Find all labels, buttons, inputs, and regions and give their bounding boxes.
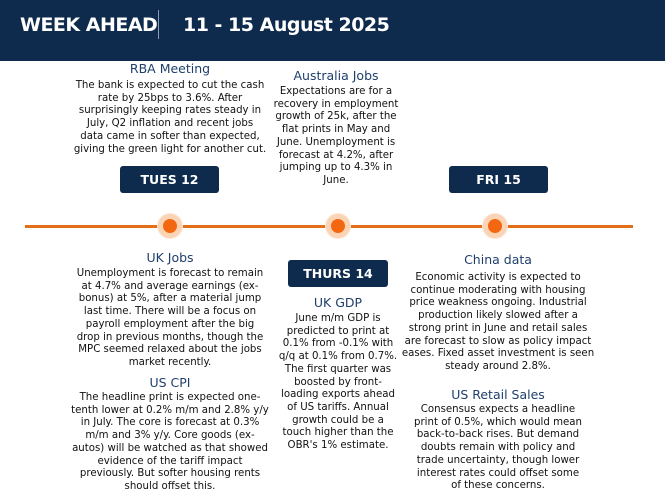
text-line: boosted by front- (294, 376, 382, 388)
text-line: should offset this. (124, 480, 216, 492)
uk-jobs-text (65, 268, 275, 370)
text-line: June m/m GDP is (295, 313, 381, 324)
text-line: at 4.7% and average earnings (ex- (81, 280, 259, 292)
text-line: jumping up to 4.3% in (279, 162, 393, 174)
text-line: m/m and 3% y/y. Core goods (ex- (85, 430, 255, 442)
text-line: interest rates could offset some (416, 467, 580, 479)
text-line: July, Q2 inflation and recent jobs (86, 118, 254, 130)
rba-heading: RBA Meeting (129, 61, 211, 76)
text-line: doubts remain with policy and (420, 442, 576, 454)
text-line: of these concerns. (451, 480, 545, 492)
aus-jobs-text (256, 86, 416, 188)
text-line: Unemployment is forecast to remain (76, 268, 264, 279)
text-line: MPC seemed relaxed about the jobs (78, 344, 262, 356)
text-line: price weakness ongoing. Industrial (409, 297, 587, 309)
text-line: June. Unemployment is (276, 136, 396, 148)
header-divider (158, 10, 159, 39)
text-line: predicted to print at (286, 325, 390, 337)
day-pill-tue: TUES 12 (120, 166, 219, 193)
timeline-dot-thu (326, 214, 350, 238)
header-title: WEEK AHEAD (20, 14, 158, 36)
us-cpi-text (60, 392, 280, 494)
text-line: evidence of the tariff impact (97, 455, 243, 467)
text-line: drop in previous months, though the (76, 331, 264, 343)
text-line: Economic activity is expected to (415, 272, 581, 283)
text-line: The first quarter was (284, 363, 392, 375)
text-line: loading exports ahead (281, 389, 395, 401)
text-line: production likely slowed after a (418, 310, 578, 322)
text-line: tenth lower at 0.2% m/m and 2.8% y/y (71, 404, 269, 416)
us-retail-heading: US Retail Sales (451, 387, 545, 402)
aus-jobs-heading: Australia Jobs (293, 68, 379, 83)
text-line: growth of 25k, after the (275, 111, 397, 123)
text-line: bonus) at 5%, after a material jump (78, 293, 262, 305)
text-line: touch higher than the (282, 427, 394, 439)
uk-gdp-heading: UK GDP (313, 295, 363, 310)
text-line: q/q at 0.1% from 0.7%. (278, 351, 398, 363)
us-retail-text (403, 404, 593, 493)
text-line: 0.1% from -0.1% with (282, 338, 394, 350)
text-line: last time. There will be a focus on (83, 306, 257, 318)
text-line: eases. Fixed asset investment is seen (401, 348, 595, 360)
uk-gdp-text (273, 313, 403, 453)
header-dates: 11 - 15 August 2025 (183, 14, 390, 36)
text-line: payroll employment after the big (85, 318, 255, 330)
text-line: strong print in June and retail sales (408, 322, 588, 334)
timeline-dot-fri (483, 214, 507, 238)
uk-jobs-heading: UK Jobs (146, 250, 194, 265)
text-line: previously. But softer housing rents (79, 468, 261, 480)
text-line: continue moderating with housing (410, 284, 586, 296)
text-line: The bank is expected to cut the cash (75, 80, 265, 91)
timeline-dot-tue (158, 214, 182, 238)
china-text (393, 272, 603, 374)
text-line: of US tariffs. Annual (287, 401, 389, 413)
text-line: OBR's 1% estimate. (287, 440, 389, 452)
text-line: recovery in employment (273, 98, 399, 110)
text-line: June. (323, 174, 349, 186)
text-line: Expectations are for a (279, 86, 393, 97)
text-line: surprisingly keeping rates steady in (78, 105, 262, 117)
text-line: Consensus expects a headline (420, 404, 576, 415)
text-line: trade uncertainty, though lower (416, 454, 580, 466)
header-bar (0, 0, 665, 61)
text-line: growth could be a (292, 414, 384, 426)
text-line: forecast at 4.2%, after (278, 149, 394, 161)
text-line: data came in softer than expected, (80, 130, 260, 142)
text-line: print of 0.5%, which would mean (414, 416, 582, 428)
day-pill-fri: FRI 15 (449, 166, 548, 193)
text-line: are forecast to slow as policy impact (404, 335, 592, 347)
text-line: in July. The core is forecast at 0.3% (80, 417, 260, 429)
text-line: autos) will be watched as that showed (72, 442, 268, 454)
text-line: steady around 2.8%. (445, 360, 551, 372)
text-line: back-to-back rises. But demand (416, 429, 580, 441)
china-heading: China data (464, 252, 532, 267)
text-line: flat prints in May and (281, 124, 391, 136)
text-line: market recently. (128, 356, 212, 368)
us-cpi-heading: US CPI (149, 375, 191, 390)
text-line: rate by 25bps to 3.6%. After (97, 92, 243, 104)
rba-text (60, 80, 280, 156)
text-line: The headline print is expected one- (79, 392, 261, 403)
text-line: giving the green light for another cut. (73, 143, 267, 155)
day-pill-thu: THURS 14 (288, 260, 388, 287)
